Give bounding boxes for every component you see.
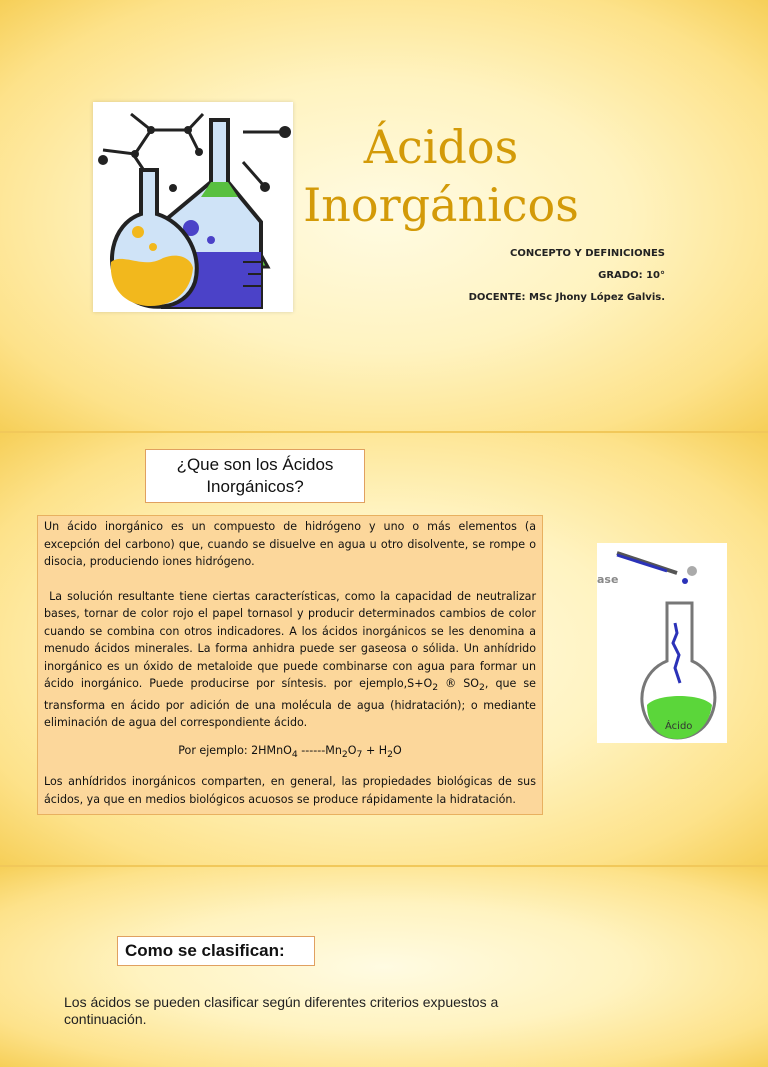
page-title (296, 118, 586, 234)
paragraph-3: Los anhídridos inorgánicos comparten, en general, las propiedades biológicas de sus ácidos, ya que en medios biológicos acuosos se produce rápidamente la hidratación. (44, 775, 536, 806)
subtitle: CONCEPTO Y DEFINICIONES (510, 248, 665, 259)
paragraph-2: La solución resultante tiene ciertas características, como la capacidad de neutralizar bases, tornar de color rojo el papel tornasol y producir determinados cambios de color cuando se combina con otros indicadores. A los ácidos inorgánicos se les denomina a menudo ácidos minerales. La forma anhidra puede ser gaseosa o sólida. Un anhídrido inorgánico es un óxido de metaloide que puede combinarse con agua para formar un ácido inorgánico. Puede producirse por síntesis. por $ejemplo,S+O_2$ ® $SO_2$, que se transforma en ácido por adición de una molécula de agua (hidratación); o mediante eliminación de agua del correspondiente ácido. (44, 589, 537, 730)
grade-label: GRADO: 10° (598, 270, 665, 281)
acid-label: Ácido (665, 721, 693, 732)
base-label: ase (597, 573, 619, 586)
question-heading (145, 449, 365, 503)
definition-text-box (37, 515, 543, 815)
classification-slide (0, 867, 768, 1067)
question-line-1: ¿Que son los Ácidos (176, 455, 334, 474)
acid-base-flask-illustration (597, 543, 727, 743)
question-line-2: Inorgánicos? (206, 477, 304, 496)
paragraph-1: Un ácido inorgánico es un compuesto de hidrógeno y uno o más elementos (a excepción del carbono) que, cuando se disuelve en agua u otro disolvente, se rompe o disocia, produciendo iones hidrógeno. (44, 520, 536, 568)
definition-slide (0, 433, 768, 865)
title-slide (0, 0, 768, 431)
lab-flasks-illustration (93, 102, 293, 312)
example-equation: Por ejemplo: 2HMnO$_4$ $------Mn_2O_7 + H_2O$ (178, 743, 402, 760)
classification-heading: Como se clasifican: (117, 936, 315, 966)
title-line-2: Inorgánicos (303, 178, 579, 232)
classification-text: Los ácidos se pueden clasificar según diferentes criterios expuestos a continuación. (64, 994, 499, 1027)
title-line-1: Ácidos (363, 120, 519, 174)
teacher-label: DOCENTE: MSc Jhony López Galvis. (468, 292, 665, 303)
